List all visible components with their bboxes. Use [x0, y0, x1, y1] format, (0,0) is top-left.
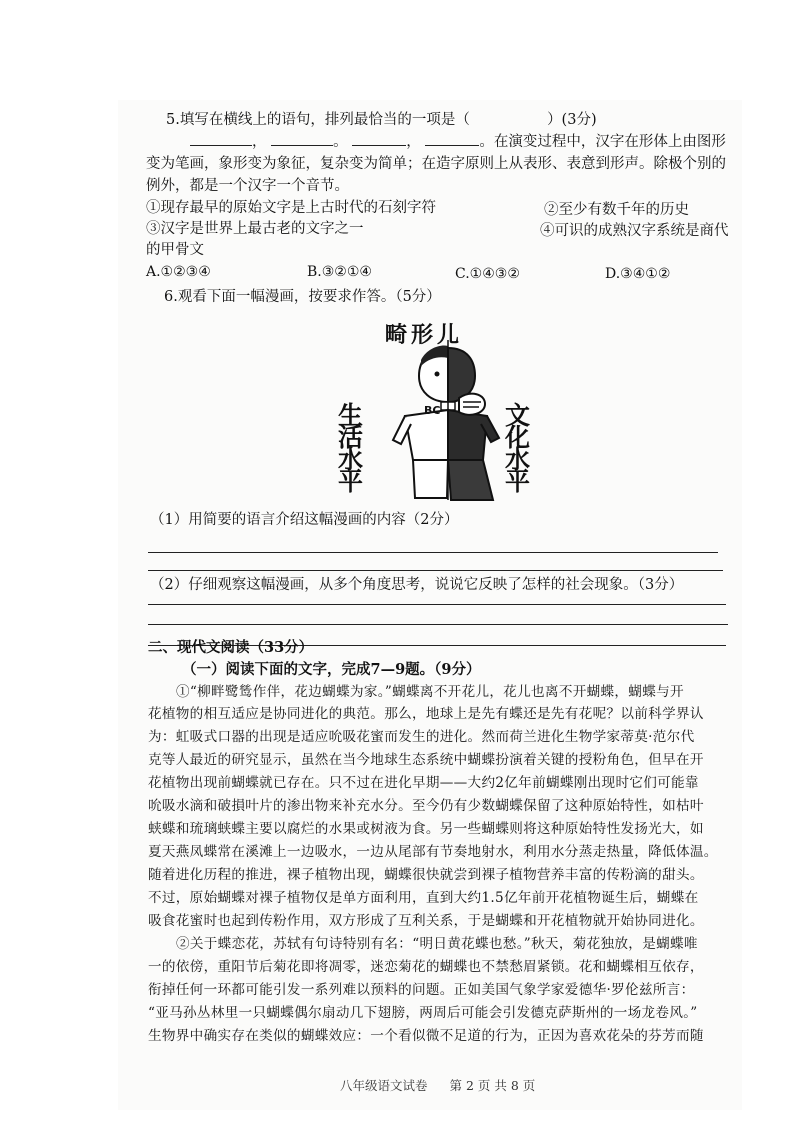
q5-item-1: ①现存最早的原始文字是上古时代的石刻字符 — [146, 200, 436, 216]
q5-item-4: ④可识的成熟汉字系统是商代 — [540, 223, 729, 239]
q5-item-3: ③汉字是世界上最古老的文字之一 — [146, 221, 364, 237]
q5-option-d[interactable]: D.③④①② — [605, 266, 671, 282]
answer-line[interactable] — [148, 604, 726, 605]
cartoon-title: 畸形儿 — [385, 323, 464, 348]
q5-stem: 5.填写在横线上的语句，排列最恰当的一项是（ — [166, 112, 470, 128]
q5-punct: 。 — [333, 134, 348, 150]
exam-name: 八年级语文试卷 — [340, 1078, 428, 1093]
section-heading: 二、现代文阅读（33分） — [148, 639, 314, 656]
reading-line: ①“柳畔鹭鸶作伴，花边蝴蝶为家。”蝴蝶离不开花儿，花儿也离不开蝴蝶，蝴蝶与开 — [176, 684, 684, 700]
q5-item-2: ②至少有数千年的历史 — [544, 202, 689, 218]
q5-line2: 变为笔画，象形变为象征，复杂变为简单；在造字原则上从表形、表意到形声。除极个别的 — [146, 156, 726, 172]
reading-line: 花植物出现前蝴蝶就已存在。只不过在进化早期——大约2亿年前蝴蝶刚出现时它们可能靠 — [148, 775, 699, 791]
q5-option-b[interactable]: B.③②①④ — [307, 264, 372, 280]
reading-line: 不过，原始蝴蝶对裸子植物仅是单方面利用，直到大约1.5亿年前开花植物诞生后，蝴蝶在 — [148, 890, 699, 906]
answer-line[interactable] — [148, 552, 718, 553]
reading-sub-heading: （一）阅读下面的文字，完成7—9题。（9分） — [182, 661, 481, 678]
cartoon-right-label: 文化水平 — [505, 401, 531, 496]
q5-line1-text: 。在演变过程中，汉字在形体上由图形 — [479, 134, 726, 150]
q5-blank-3[interactable] — [352, 145, 406, 146]
q5-stem-line — [166, 110, 597, 130]
q5-line3: 例外，都是一个汉字一个音节。 — [146, 178, 349, 194]
page-number: 第 2 页 共 8 页 — [449, 1078, 536, 1093]
reading-line: 花植物的相互适应是协同进化的典范。那么，地球上是先有蝶还是先有花呢？以前科学界认 — [148, 706, 704, 722]
q5-blank-4[interactable] — [425, 145, 479, 146]
q6-sub-question-2: （2）仔细观察这幅漫画，从多个角度思考，说说它反映了怎样的社会现象。（3分） — [150, 577, 684, 593]
reading-line: 蛱蝶和琉璃蛱蝶主要以腐烂的水果或树液为食。另一些蝴蝶则将这种原始特性发扬光大，如 — [148, 821, 704, 837]
reading-line: 一的依傍，重阳节后菊花即将凋零，迷恋菊花的蝴蝶也不禁愁眉紧锁。花和蝴蝶相互依存， — [148, 959, 704, 975]
q5-punct: ， — [252, 134, 267, 150]
cartoon-shirt-text: BC — [424, 404, 441, 417]
q5-punct: ， — [406, 134, 421, 150]
reading-line: 随着进化历程的推进，裸子植物出现，蝴蝶很快就尝到裸子植物营养丰富的传粉滴的甜头。 — [148, 867, 704, 883]
reading-line: 吸食花蜜时也起到传粉作用，双方形成了互利关系，于是蝴蝶和开花植物就开始协同进化。 — [148, 913, 704, 929]
reading-line: 克等人最近的研究显示，虽然在当今地球生态系统中蝴蝶扮演着关键的授粉角色，但早在开 — [148, 752, 704, 768]
reading-line: 衔掉任何一环都可能引发一系列难以预料的问题。正如美国气象学家爱德华·罗伦兹所言： — [148, 982, 695, 998]
q5-option-c[interactable]: C.①④③② — [455, 266, 520, 282]
q5-item-4-cont: 的甲骨文 — [146, 242, 204, 258]
answer-line[interactable] — [148, 624, 728, 625]
q6-stem: 6.观看下面一幅漫画，按要求作答。（5分） — [164, 289, 441, 305]
reading-line: 夏天燕凤蝶常在溪滩上一边吸水，一边从尾部有节奏地射水，利用水分蒸走热量，降低体温。 — [148, 844, 718, 860]
reading-line: 为：虹吸式口器的出现是适应吮吸花蜜而发生的进化。然而荷兰进化生物学家蒂莫·范尔代 — [148, 729, 695, 745]
reading-line: “亚马孙丛林里一只蝴蝶偶尔扇动几下翅膀，两周后可能会引发德克萨斯州的一场龙卷风。” — [148, 1005, 698, 1021]
reading-line: ②关于蝶恋花，苏轼有句诗特别有名：“明日黄花蝶也愁。”秋天，菊花独放，是蝴蝶唯 — [176, 936, 698, 952]
q5-blank-1[interactable] — [190, 145, 252, 146]
page-footer — [340, 1076, 535, 1094]
answer-line[interactable] — [148, 570, 723, 571]
q5-points: ）(3分) — [547, 112, 597, 128]
cartoon-left-label: 生活水平 — [338, 401, 364, 496]
q5-blank-2[interactable] — [271, 145, 333, 146]
q6-sub-question-1: （1）用简要的语言介绍这幅漫画的内容（2分） — [150, 512, 459, 528]
q5-option-a[interactable]: A.①②③④ — [146, 264, 211, 280]
reading-line: 生物界中确实存在类似的蝴蝶效应：一个看似微不足道的行为，正因为喜欢花朵的芬芳而随 — [148, 1028, 704, 1044]
reading-line: 吮吸水滴和破損叶片的渗出物来补充水分。至今仍有少数蝴蝶保留了这种原始特性，如枯叶 — [148, 798, 704, 814]
q5-line1 — [190, 132, 726, 152]
